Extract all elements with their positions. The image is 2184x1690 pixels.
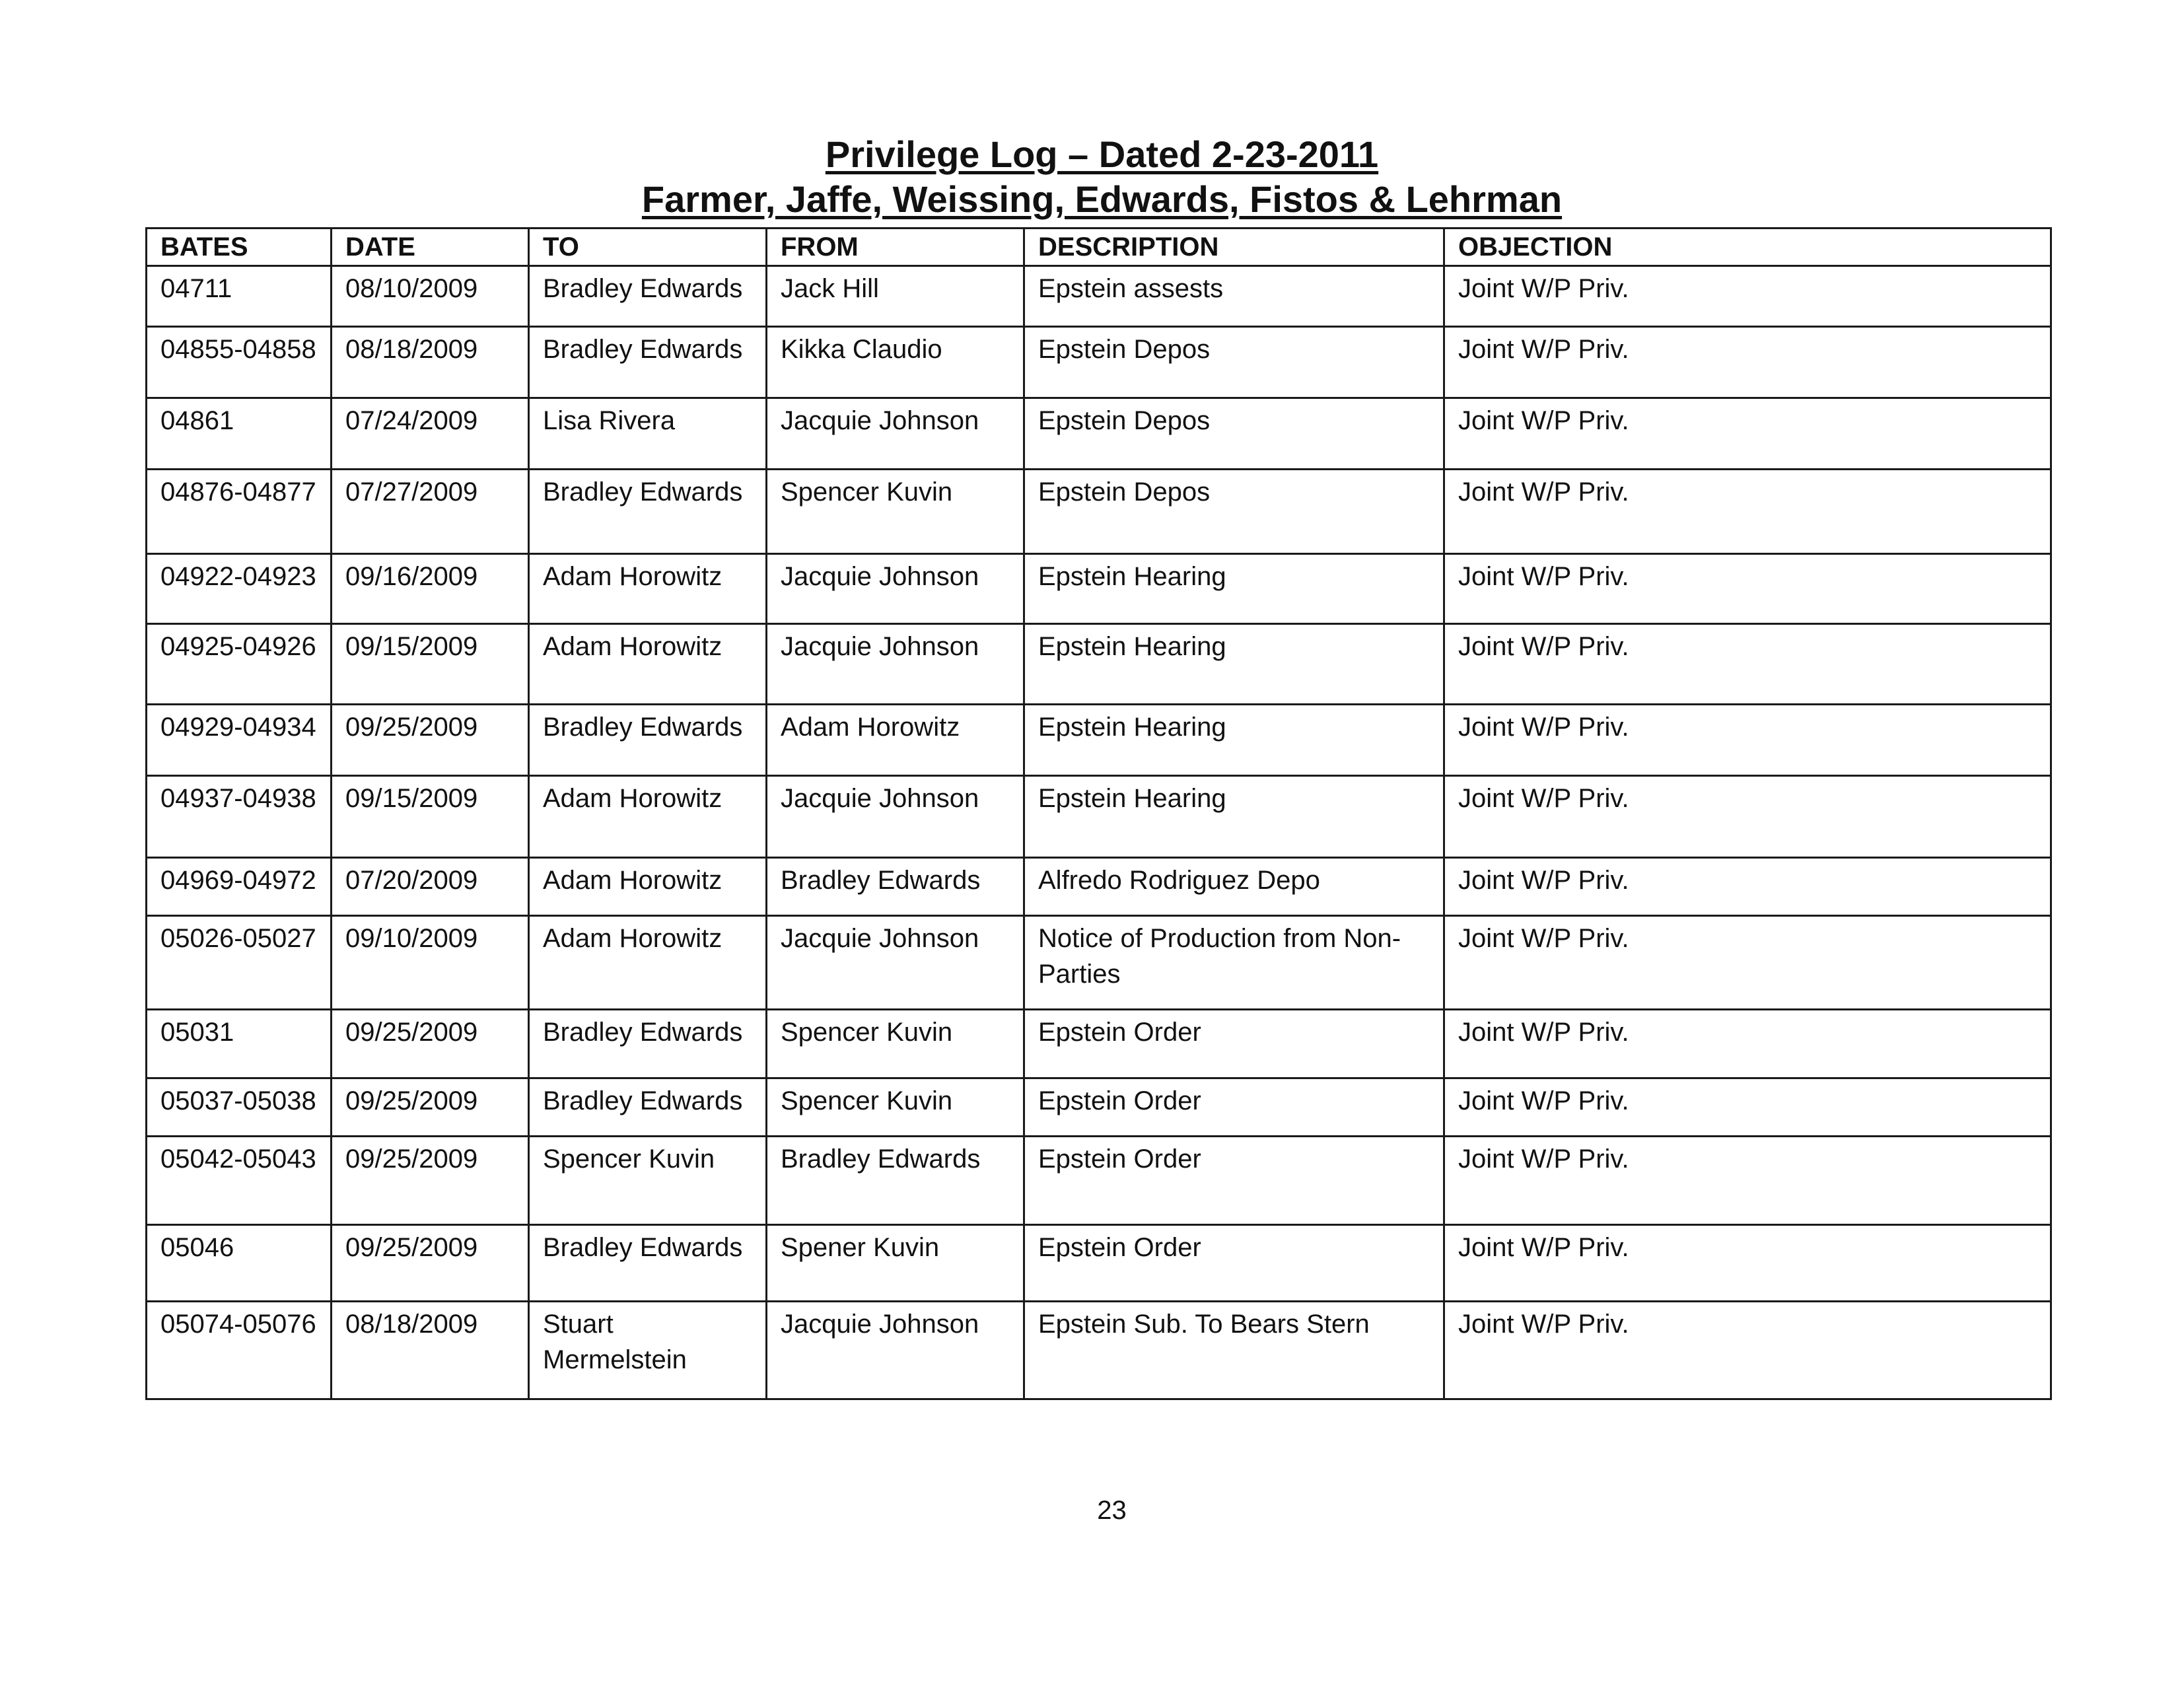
cell-bates: 05026-05027 xyxy=(147,916,332,1010)
cell-description: Epstein Order xyxy=(1024,1078,1444,1137)
cell-description: Epstein Depos xyxy=(1024,470,1444,554)
cell-date: 09/25/2009 xyxy=(332,1137,529,1225)
cell-to: Adam Horowitz xyxy=(529,916,767,1010)
cell-date: 08/18/2009 xyxy=(332,327,529,398)
header-date: DATE xyxy=(332,229,529,266)
cell-to: Adam Horowitz xyxy=(529,554,767,624)
header-description: DESCRIPTION xyxy=(1024,229,1444,266)
cell-description: Epstein Depos xyxy=(1024,327,1444,398)
cell-bates: 04937-04938 xyxy=(147,776,332,858)
cell-date: 09/25/2009 xyxy=(332,1225,529,1302)
cell-date: 09/15/2009 xyxy=(332,776,529,858)
cell-bates: 05037-05038 xyxy=(147,1078,332,1137)
cell-bates: 04925-04926 xyxy=(147,624,332,705)
cell-to: Bradley Edwards xyxy=(529,705,767,776)
table-row xyxy=(147,858,2051,916)
cell-from: Jack Hill xyxy=(767,266,1024,327)
cell-description: Epstein Hearing xyxy=(1024,624,1444,705)
cell-to: Bradley Edwards xyxy=(529,470,767,554)
cell-description: Epstein Order xyxy=(1024,1137,1444,1225)
cell-from: Spencer Kuvin xyxy=(767,1078,1024,1137)
cell-description: Epstein Hearing xyxy=(1024,776,1444,858)
cell-objection: Joint W/P Priv. xyxy=(1444,470,2051,554)
cell-from: Adam Horowitz xyxy=(767,705,1024,776)
cell-date: 09/16/2009 xyxy=(332,554,529,624)
cell-date: 09/25/2009 xyxy=(332,1078,529,1137)
cell-objection: Joint W/P Priv. xyxy=(1444,1078,2051,1137)
cell-from: Jacquie Johnson xyxy=(767,916,1024,1010)
cell-date: 08/10/2009 xyxy=(332,266,529,327)
cell-from: Jacquie Johnson xyxy=(767,624,1024,705)
cell-to: Bradley Edwards xyxy=(529,266,767,327)
cell-description: Epstein Order xyxy=(1024,1225,1444,1302)
cell-description: Epstein Hearing xyxy=(1024,705,1444,776)
cell-from: Bradley Edwards xyxy=(767,1137,1024,1225)
cell-to: Adam Horowitz xyxy=(529,858,767,916)
cell-objection: Joint W/P Priv. xyxy=(1444,1302,2051,1399)
cell-from: Jacquie Johnson xyxy=(767,1302,1024,1399)
cell-description: Epstein Sub. To Bears Stern xyxy=(1024,1302,1444,1399)
cell-date: 09/25/2009 xyxy=(332,1010,529,1078)
cell-from: Jacquie Johnson xyxy=(767,554,1024,624)
privilege-log-table xyxy=(145,227,2052,1400)
cell-to: Lisa Rivera xyxy=(529,398,767,470)
cell-objection: Joint W/P Priv. xyxy=(1444,1137,2051,1225)
cell-bates: 05042-05043 xyxy=(147,1137,332,1225)
header-objection: OBJECTION xyxy=(1444,229,2051,266)
cell-date: 07/20/2009 xyxy=(332,858,529,916)
title-line-2: Farmer, Jaffe, Weissing, Edwards, Fistos & Lehrman xyxy=(641,178,1563,220)
cell-to: Spencer Kuvin xyxy=(529,1137,767,1225)
cell-objection: Joint W/P Priv. xyxy=(1444,398,2051,470)
cell-date: 07/27/2009 xyxy=(332,470,529,554)
table-body xyxy=(147,266,2051,1399)
cell-date: 09/15/2009 xyxy=(332,624,529,705)
header-bates: BATES xyxy=(147,229,332,266)
table-row xyxy=(147,398,2051,470)
cell-bates: 04929-04934 xyxy=(147,705,332,776)
table-row xyxy=(147,705,2051,776)
table-row xyxy=(147,327,2051,398)
cell-from: Kikka Claudio xyxy=(767,327,1024,398)
cell-objection: Joint W/P Priv. xyxy=(1444,266,2051,327)
cell-date: 08/18/2009 xyxy=(332,1302,529,1399)
cell-from: Jacquie Johnson xyxy=(767,776,1024,858)
header-from: FROM xyxy=(767,229,1024,266)
header-row xyxy=(147,229,2051,266)
table-row xyxy=(147,554,2051,624)
cell-from: Jacquie Johnson xyxy=(767,398,1024,470)
cell-description: Alfredo Rodriguez Depo xyxy=(1024,858,1444,916)
cell-to: Stuart Mermelstein xyxy=(529,1302,767,1399)
table-row xyxy=(147,1225,2051,1302)
cell-date: 07/24/2009 xyxy=(332,398,529,470)
cell-bates: 04876-04877 xyxy=(147,470,332,554)
table-row xyxy=(147,1010,2051,1078)
table-row xyxy=(147,1302,2051,1399)
cell-bates: 04711 xyxy=(147,266,332,327)
document-title xyxy=(0,132,2184,222)
cell-from: Spencer Kuvin xyxy=(767,1010,1024,1078)
cell-objection: Joint W/P Priv. xyxy=(1444,776,2051,858)
cell-bates: 04922-04923 xyxy=(147,554,332,624)
cell-objection: Joint W/P Priv. xyxy=(1444,916,2051,1010)
cell-bates: 04855-04858 xyxy=(147,327,332,398)
cell-objection: Joint W/P Priv. xyxy=(1444,327,2051,398)
cell-description: Epstein Order xyxy=(1024,1010,1444,1078)
cell-to: Bradley Edwards xyxy=(529,327,767,398)
cell-from: Bradley Edwards xyxy=(767,858,1024,916)
table-row xyxy=(147,470,2051,554)
table-row xyxy=(147,1137,2051,1225)
cell-bates: 04969-04972 xyxy=(147,858,332,916)
table-row xyxy=(147,916,2051,1010)
cell-objection: Joint W/P Priv. xyxy=(1444,1010,2051,1078)
cell-bates: 04861 xyxy=(147,398,332,470)
table-row xyxy=(147,266,2051,327)
cell-from: Spencer Kuvin xyxy=(767,470,1024,554)
cell-objection: Joint W/P Priv. xyxy=(1444,554,2051,624)
page-number: 23 xyxy=(1097,1496,1127,1525)
cell-description: Epstein assests xyxy=(1024,266,1444,327)
cell-bates: 05046 xyxy=(147,1225,332,1302)
cell-to: Bradley Edwards xyxy=(529,1078,767,1137)
title-line-1: Privilege Log – Dated 2-23-2011 xyxy=(825,133,1379,175)
cell-date: 09/25/2009 xyxy=(332,705,529,776)
cell-objection: Joint W/P Priv. xyxy=(1444,624,2051,705)
cell-description: Epstein Depos xyxy=(1024,398,1444,470)
cell-description: Epstein Hearing xyxy=(1024,554,1444,624)
table-row xyxy=(147,624,2051,705)
header-to: TO xyxy=(529,229,767,266)
cell-to: Adam Horowitz xyxy=(529,624,767,705)
cell-to: Bradley Edwards xyxy=(529,1010,767,1078)
cell-to: Bradley Edwards xyxy=(529,1225,767,1302)
cell-objection: Joint W/P Priv. xyxy=(1444,1225,2051,1302)
table-row xyxy=(147,1078,2051,1137)
cell-bates: 05031 xyxy=(147,1010,332,1078)
cell-from: Spener Kuvin xyxy=(767,1225,1024,1302)
cell-bates: 05074-05076 xyxy=(147,1302,332,1399)
cell-objection: Joint W/P Priv. xyxy=(1444,858,2051,916)
cell-date: 09/10/2009 xyxy=(332,916,529,1010)
cell-to: Adam Horowitz xyxy=(529,776,767,858)
cell-description: Notice of Production from Non-Parties xyxy=(1024,916,1444,1010)
cell-objection: Joint W/P Priv. xyxy=(1444,705,2051,776)
table-row xyxy=(147,776,2051,858)
